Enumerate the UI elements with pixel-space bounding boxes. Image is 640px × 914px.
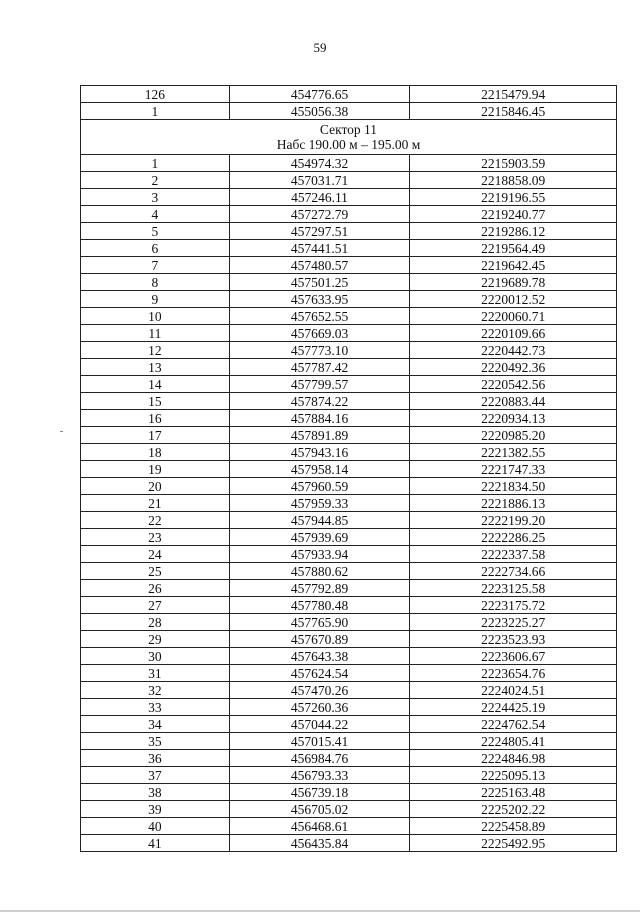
y-coordinate-cell: 2225458.89 (410, 818, 617, 835)
point-number-cell: 20 (81, 478, 230, 495)
x-coordinate-cell: 457441.51 (229, 240, 410, 257)
y-coordinate-cell: 2219196.55 (410, 189, 617, 206)
y-coordinate-cell: 2223654.76 (410, 665, 617, 682)
point-number-cell: 30 (81, 648, 230, 665)
x-coordinate-cell: 456739.18 (229, 784, 410, 801)
table-row (81, 410, 617, 427)
point-number-cell: 10 (81, 308, 230, 325)
x-coordinate-cell: 457297.51 (229, 223, 410, 240)
x-coordinate-cell: 457652.55 (229, 308, 410, 325)
y-coordinate-cell: 2222286.25 (410, 529, 617, 546)
table-row (81, 103, 617, 120)
table-row (81, 682, 617, 699)
x-coordinate-cell: 457959.33 (229, 495, 410, 512)
y-coordinate-cell: 2219564.49 (410, 240, 617, 257)
table-row (81, 784, 617, 801)
y-coordinate-cell: 2220492.36 (410, 359, 617, 376)
point-number-cell: 39 (81, 801, 230, 818)
table-row (81, 393, 617, 410)
point-number-cell: 23 (81, 529, 230, 546)
y-coordinate-cell: 2219240.77 (410, 206, 617, 223)
page-bottom-edge (0, 910, 640, 912)
point-number-cell: 15 (81, 393, 230, 410)
point-number-cell: 28 (81, 614, 230, 631)
table-row (81, 512, 617, 529)
sector-header-cell (81, 120, 617, 155)
point-number-cell: 16 (81, 410, 230, 427)
point-number-cell: 14 (81, 376, 230, 393)
sector-title: Сектор 11 (319, 122, 378, 137)
point-number-cell: 26 (81, 580, 230, 597)
point-number-cell: 9 (81, 291, 230, 308)
x-coordinate-cell: 454776.65 (229, 86, 410, 103)
point-number-cell: 38 (81, 784, 230, 801)
table-row (81, 291, 617, 308)
sector-height-range: Набс 190.00 м – 195.00 м (276, 137, 421, 152)
y-coordinate-cell: 2220012.52 (410, 291, 617, 308)
x-coordinate-cell: 457470.26 (229, 682, 410, 699)
point-number-cell: 33 (81, 699, 230, 716)
table-row (81, 444, 617, 461)
table-row (81, 478, 617, 495)
y-coordinate-cell: 2224805.41 (410, 733, 617, 750)
point-number-cell: 12 (81, 342, 230, 359)
table-row (81, 376, 617, 393)
y-coordinate-cell: 2223523.93 (410, 631, 617, 648)
table-row (81, 733, 617, 750)
x-coordinate-cell: 457670.89 (229, 631, 410, 648)
table-row (81, 835, 617, 852)
point-number-cell: 17 (81, 427, 230, 444)
x-coordinate-cell: 456705.02 (229, 801, 410, 818)
y-coordinate-cell: 2223225.27 (410, 614, 617, 631)
table-row (81, 597, 617, 614)
x-coordinate-cell: 457943.16 (229, 444, 410, 461)
point-number-cell: 27 (81, 597, 230, 614)
y-coordinate-cell: 2222734.66 (410, 563, 617, 580)
x-coordinate-cell: 457044.22 (229, 716, 410, 733)
x-coordinate-cell: 457944.85 (229, 512, 410, 529)
y-coordinate-cell: 2222337.58 (410, 546, 617, 563)
point-number-cell: 19 (81, 461, 230, 478)
table-row (81, 206, 617, 223)
x-coordinate-cell: 457884.16 (229, 410, 410, 427)
y-coordinate-cell: 2221886.13 (410, 495, 617, 512)
table-row (81, 427, 617, 444)
y-coordinate-cell: 2223125.58 (410, 580, 617, 597)
x-coordinate-cell: 457891.89 (229, 427, 410, 444)
x-coordinate-cell: 457933.94 (229, 546, 410, 563)
x-coordinate-cell: 456984.76 (229, 750, 410, 767)
table-row (81, 223, 617, 240)
x-coordinate-cell: 457773.10 (229, 342, 410, 359)
table-row (81, 648, 617, 665)
x-coordinate-cell: 457624.54 (229, 665, 410, 682)
table-row (81, 240, 617, 257)
point-number-cell: 13 (81, 359, 230, 376)
table-row (81, 308, 617, 325)
scan-speck (60, 431, 63, 432)
x-coordinate-cell: 456793.33 (229, 767, 410, 784)
x-coordinate-cell: 457792.89 (229, 580, 410, 597)
y-coordinate-cell: 2218858.09 (410, 172, 617, 189)
point-number-cell: 7 (81, 257, 230, 274)
x-coordinate-cell: 457780.48 (229, 597, 410, 614)
point-number-cell: 29 (81, 631, 230, 648)
table-row (81, 461, 617, 478)
point-number-cell: 4 (81, 206, 230, 223)
point-number-cell: 36 (81, 750, 230, 767)
x-coordinate-cell: 457787.42 (229, 359, 410, 376)
y-coordinate-cell: 2220109.66 (410, 325, 617, 342)
table-row (81, 801, 617, 818)
point-number-cell: 1 (81, 155, 230, 172)
point-number-cell: 8 (81, 274, 230, 291)
y-coordinate-cell: 2215846.45 (410, 103, 617, 120)
table-row (81, 546, 617, 563)
x-coordinate-cell: 457501.25 (229, 274, 410, 291)
point-number-cell: 3 (81, 189, 230, 206)
table-row (81, 580, 617, 597)
point-number-cell: 41 (81, 835, 230, 852)
y-coordinate-cell: 2220442.73 (410, 342, 617, 359)
y-coordinate-cell: 2225202.22 (410, 801, 617, 818)
x-coordinate-cell: 457633.95 (229, 291, 410, 308)
y-coordinate-cell: 2223175.72 (410, 597, 617, 614)
y-coordinate-cell: 2215479.94 (410, 86, 617, 103)
y-coordinate-cell: 2221834.50 (410, 478, 617, 495)
y-coordinate-cell: 2224425.19 (410, 699, 617, 716)
table-row (81, 495, 617, 512)
y-coordinate-cell: 2215903.59 (410, 155, 617, 172)
table-row (81, 665, 617, 682)
x-coordinate-cell: 457765.90 (229, 614, 410, 631)
table-row (81, 767, 617, 784)
y-coordinate-cell: 2220542.56 (410, 376, 617, 393)
x-coordinate-cell: 457939.69 (229, 529, 410, 546)
point-number-cell: 25 (81, 563, 230, 580)
point-number-cell: 24 (81, 546, 230, 563)
table-row (81, 155, 617, 172)
table-row (81, 631, 617, 648)
x-coordinate-cell: 456435.84 (229, 835, 410, 852)
x-coordinate-cell: 457669.03 (229, 325, 410, 342)
x-coordinate-cell: 457015.41 (229, 733, 410, 750)
x-coordinate-cell: 457480.57 (229, 257, 410, 274)
point-number-cell: 1 (81, 103, 230, 120)
table-row (81, 716, 617, 733)
point-number-cell: 22 (81, 512, 230, 529)
x-coordinate-cell: 457799.57 (229, 376, 410, 393)
y-coordinate-cell: 2220934.13 (410, 410, 617, 427)
table-row (81, 359, 617, 376)
y-coordinate-cell: 2224762.54 (410, 716, 617, 733)
point-number-cell: 21 (81, 495, 230, 512)
point-number-cell: 11 (81, 325, 230, 342)
y-coordinate-cell: 2224024.51 (410, 682, 617, 699)
x-coordinate-cell: 457874.22 (229, 393, 410, 410)
point-number-cell: 40 (81, 818, 230, 835)
table-row (81, 614, 617, 631)
table-row (81, 86, 617, 103)
y-coordinate-cell: 2225163.48 (410, 784, 617, 801)
point-number-cell: 37 (81, 767, 230, 784)
y-coordinate-cell: 2223606.67 (410, 648, 617, 665)
x-coordinate-cell: 457260.36 (229, 699, 410, 716)
table-row (81, 189, 617, 206)
y-coordinate-cell: 2222199.20 (410, 512, 617, 529)
y-coordinate-cell: 2220985.20 (410, 427, 617, 444)
point-number-cell: 18 (81, 444, 230, 461)
table-row (81, 325, 617, 342)
table-row (81, 563, 617, 580)
x-coordinate-cell: 456468.61 (229, 818, 410, 835)
y-coordinate-cell: 2221747.33 (410, 461, 617, 478)
point-number-cell: 35 (81, 733, 230, 750)
page-number: 59 (313, 40, 327, 55)
x-coordinate-cell: 457246.11 (229, 189, 410, 206)
x-coordinate-cell: 457643.38 (229, 648, 410, 665)
coordinates-table (80, 85, 617, 852)
y-coordinate-cell: 2220060.71 (410, 308, 617, 325)
x-coordinate-cell: 455056.38 (229, 103, 410, 120)
table-row (81, 342, 617, 359)
x-coordinate-cell: 457272.79 (229, 206, 410, 223)
y-coordinate-cell: 2220883.44 (410, 393, 617, 410)
y-coordinate-cell: 2219642.45 (410, 257, 617, 274)
point-number-cell: 32 (81, 682, 230, 699)
table-row (81, 750, 617, 767)
x-coordinate-cell: 457031.71 (229, 172, 410, 189)
table-row (81, 257, 617, 274)
point-number-cell: 126 (81, 86, 230, 103)
y-coordinate-cell: 2225095.13 (410, 767, 617, 784)
x-coordinate-cell: 457960.59 (229, 478, 410, 495)
sector-header-row (81, 120, 617, 155)
y-coordinate-cell: 2221382.55 (410, 444, 617, 461)
table-row (81, 274, 617, 291)
coordinates-table-body (81, 86, 617, 852)
point-number-cell: 6 (81, 240, 230, 257)
x-coordinate-cell: 457958.14 (229, 461, 410, 478)
table-row (81, 172, 617, 189)
y-coordinate-cell: 2225492.95 (410, 835, 617, 852)
x-coordinate-cell: 454974.32 (229, 155, 410, 172)
point-number-cell: 31 (81, 665, 230, 682)
y-coordinate-cell: 2224846.98 (410, 750, 617, 767)
table-row (81, 529, 617, 546)
y-coordinate-cell: 2219689.78 (410, 274, 617, 291)
point-number-cell: 34 (81, 716, 230, 733)
x-coordinate-cell: 457880.62 (229, 563, 410, 580)
table-row (81, 699, 617, 716)
point-number-cell: 5 (81, 223, 230, 240)
y-coordinate-cell: 2219286.12 (410, 223, 617, 240)
point-number-cell: 2 (81, 172, 230, 189)
table-row (81, 818, 617, 835)
